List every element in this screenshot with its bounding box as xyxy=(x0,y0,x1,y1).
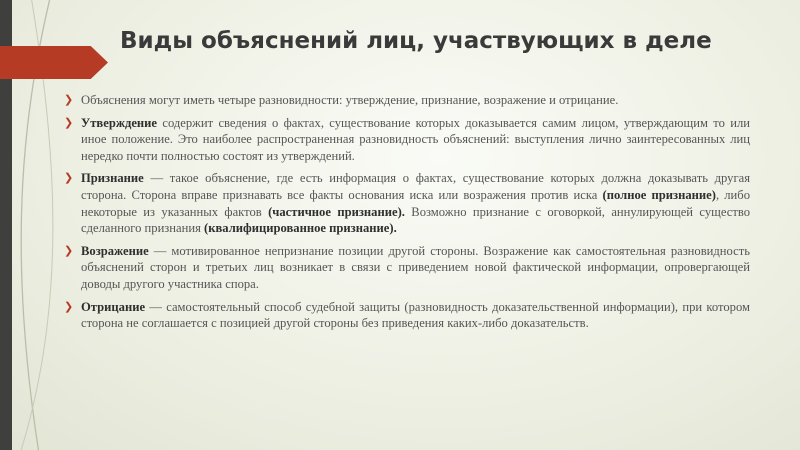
admission-qualified: (квалифицированное признание). xyxy=(204,221,397,236)
chevron-right-icon: ❯ xyxy=(64,300,74,313)
slide-content xyxy=(66,92,750,338)
term-denial: Отрицание xyxy=(81,299,146,314)
term-statement: Утверждение xyxy=(81,115,158,130)
admission-partial: (частичное признание). xyxy=(268,204,405,219)
paragraph-denial xyxy=(66,299,750,332)
paragraph-statement xyxy=(66,115,750,165)
slide-title: Виды объяснений лиц, участвующих в деле xyxy=(120,28,712,54)
admission-text-3: Возможно признание с оговоркой, аннулирующей существо сделанного признания xyxy=(81,204,750,236)
paragraph-objection xyxy=(66,243,750,293)
title-arrow-shape xyxy=(0,46,108,79)
chevron-right-icon: ❯ xyxy=(64,244,74,257)
term-objection: Возражение xyxy=(81,243,149,258)
chevron-right-icon: ❯ xyxy=(64,172,74,185)
statement-text: содержит сведения о фактах, существование которых доказывается самим лицом, утверждающим то или иное положение. Это наиболее распространенная разновидность объяснений: выступления лично заинтересованных лиц нередко почти полностью состоят из утверждений. xyxy=(81,115,750,163)
paragraph-admission xyxy=(66,170,750,236)
admission-text-2: , либо некоторые из указанных фактов xyxy=(81,187,750,219)
chevron-right-icon: ❯ xyxy=(64,116,74,129)
objection-text: — мотивированное непризнание позиции другой стороны. Возражение как самостоятельная разновидность объяснений сторон и третьих лиц возникает в связи с приведением новой фактической информации, опровергающей доводы другого участника спора. xyxy=(81,243,750,291)
term-admission: Признание xyxy=(81,171,144,186)
admission-text-1: — такое объяснение, где есть информация о фактах, существование которых должна доказывать другая сторона. Сторона вправе признавать все факты основания иска или возражения против иска xyxy=(81,171,750,202)
denial-text: — самостоятельный способ судебной защиты (разновидность доказательственной информации), при котором сторона не соглашается с позицией другой стороны без приведения каких-либо доказательств. xyxy=(81,299,750,331)
overview-text: Объяснения могут иметь четыре разновидности: утверждение, признание, возражение и отрицание. xyxy=(81,93,619,107)
chevron-right-icon: ❯ xyxy=(64,94,74,106)
admission-full: (полное признание) xyxy=(602,187,716,202)
paragraph-overview xyxy=(66,92,750,109)
